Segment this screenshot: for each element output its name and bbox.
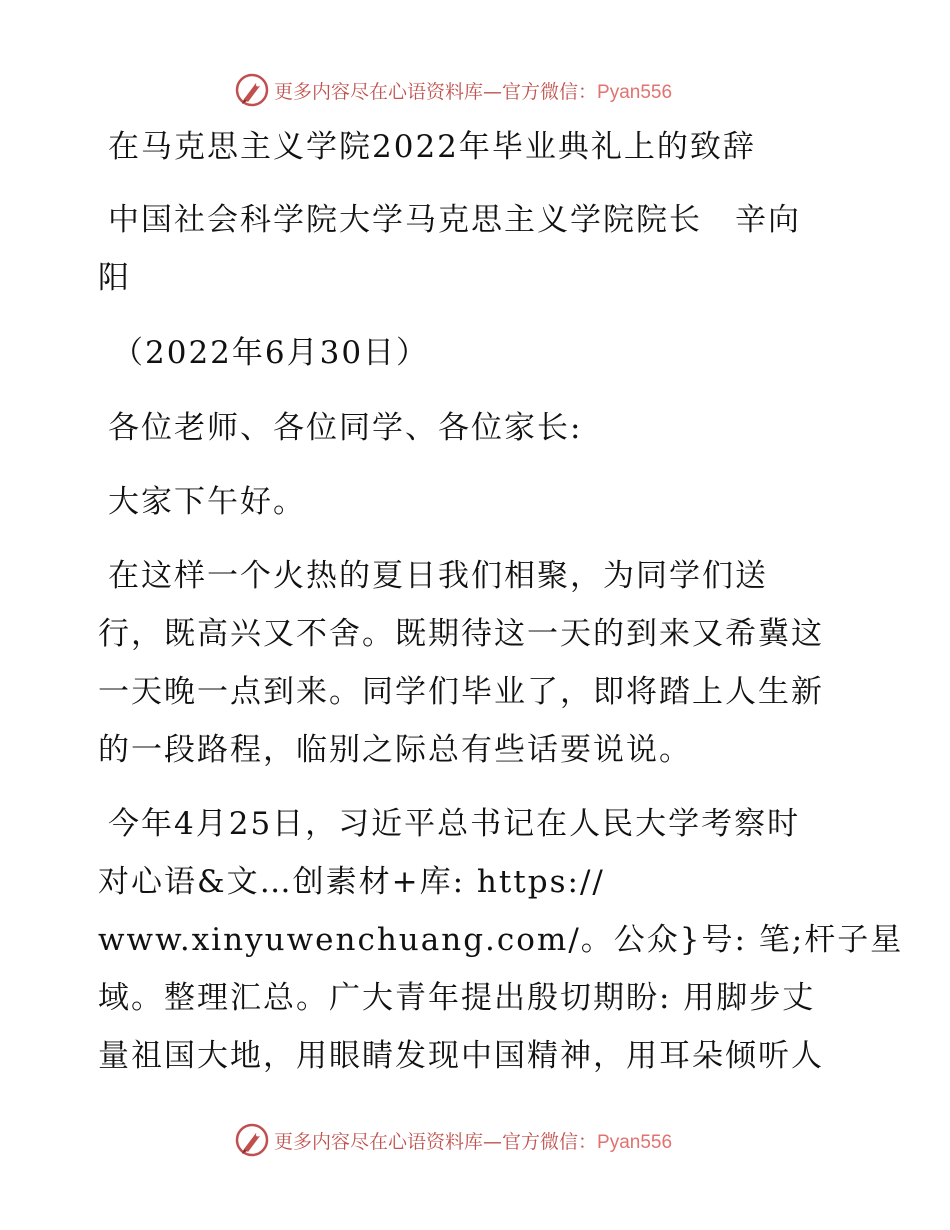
salutation: 各位老师、各位同学、各位家长: — [108, 410, 583, 446]
paragraph-2-line: www.xinyuwenchuang.com/。公众}号: 笔;杆子星 — [98, 922, 904, 958]
watermark-header-inner — [234, 70, 672, 110]
watermark-wechat-id: Pyan556 — [597, 81, 673, 103]
watermark-header — [0, 70, 950, 110]
paragraph-1-line: 的一段路程，临别之际总有些话要说说。 — [98, 732, 692, 768]
paragraph-2-line: 域。整理汇总。广大青年提出殷切期盼: 用脚步丈 — [98, 980, 816, 1016]
author-line-2: 阳 — [98, 260, 131, 296]
paragraph-2-line: 量祖国大地，用眼睛发现中国精神，用耳朵倾听人 — [98, 1038, 824, 1074]
paragraph-1-line: 一天晚一点到来。同学们毕业了，即将踏上人生新 — [98, 674, 824, 710]
watermark-wechat-label: 官方微信： — [502, 80, 598, 103]
author-line-1: 中国社会科学院大学马克思主义学院院长 辛向 — [108, 202, 801, 238]
pen-logo-icon — [234, 72, 270, 108]
paragraph-1-line: 在这样一个火热的夏日我们相聚，为同学们送 — [108, 558, 768, 594]
speech-date: （2022年6月30日） — [112, 335, 430, 371]
watermark-footer — [0, 1120, 950, 1160]
watermark-footer-inner — [234, 1120, 672, 1160]
paragraph-2-line: 今年4月25日，习近平总书记在人民大学考察时 — [108, 806, 801, 842]
document-title: 在马克思主义学院2022年毕业典礼上的致辞 — [108, 129, 756, 165]
watermark-main-text: 更多内容尽在心语资料库 — [274, 80, 484, 103]
watermark-text — [274, 77, 672, 104]
watermark-wechat-label: 官方微信： — [502, 1130, 598, 1153]
watermark-wechat-id: Pyan556 — [597, 1131, 673, 1153]
watermark-dash: — — [483, 80, 503, 103]
greeting: 大家下午好。 — [108, 484, 306, 520]
pen-logo-icon — [234, 1122, 270, 1158]
watermark-main-text: 更多内容尽在心语资料库 — [274, 1130, 484, 1153]
watermark-dash: — — [483, 1130, 503, 1153]
paragraph-1-line: 行，既高兴又不舍。既期待这一天的到来又希冀这 — [98, 616, 824, 652]
paragraph-2-line: 对心语&文…创素材+库: https:// — [98, 864, 605, 900]
watermark-text — [274, 1127, 672, 1154]
